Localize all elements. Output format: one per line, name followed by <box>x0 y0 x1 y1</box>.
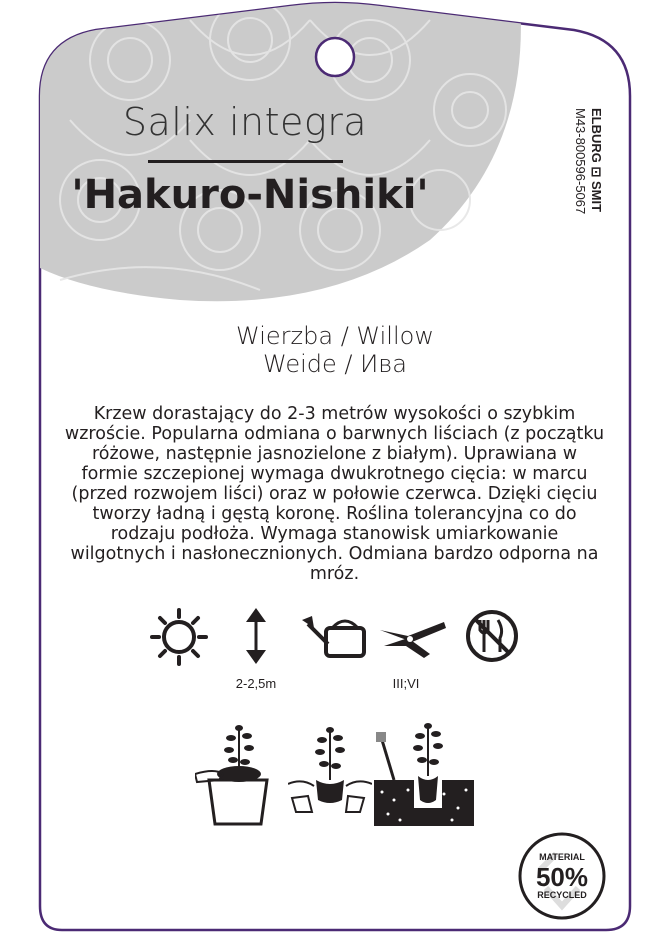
cultivar-name: 'Hakuro-Nishiki' <box>71 172 429 218</box>
product-code: M43-800596-5067 <box>573 108 588 215</box>
brand-name: ELBURG ⊡ SMIT <box>589 108 604 213</box>
latin-name: Salix integra <box>122 100 368 144</box>
planting-in-soil-icon <box>374 720 474 826</box>
root-loosening-icon <box>288 722 372 814</box>
recycled-material-badge <box>516 830 608 922</box>
common-names-line2: Weide / Ива <box>263 350 407 378</box>
height-caption: 2-2,5m <box>235 676 277 691</box>
watering-can-icon <box>302 614 370 660</box>
description: Krzew dorastający do 2-3 metrów wysokości o szybkim wzroście. Popularna odmiana o barwnych liściach (z początku różowe, następnie jasnozielone z białym). Uprawiana w formie szczepionej wymaga dwukrotnego cięcia: w marcu (przed rozwojem liści) oraz w połowie czerwca. Dzięki cięciu tworzy ładną i gęstą koronę. Roślina tolerancyjna co do rodzaju podłoża. Wymaga stanowisk umiarkowanie wilgotnych i nasłonecznionych. Odmiana bardzo odporna na mróz. <box>64 404 605 584</box>
badge-bottom-text: RECYCLED <box>537 890 587 900</box>
title-divider <box>148 160 343 163</box>
badge-percent-text: 50% <box>535 862 589 892</box>
not-edible-icon <box>464 608 520 664</box>
common-names <box>130 322 540 378</box>
badge-top-text: MATERIAL <box>539 852 585 862</box>
common-names-line1: Wierzba / Willow <box>236 322 434 350</box>
sun-icon <box>150 608 208 666</box>
pot-removal-icon <box>195 722 281 826</box>
height-arrow-icon <box>244 608 268 664</box>
pruning-shears-icon <box>380 616 448 660</box>
hang-hole <box>316 38 354 76</box>
pruning-caption: III;VI <box>392 676 420 691</box>
